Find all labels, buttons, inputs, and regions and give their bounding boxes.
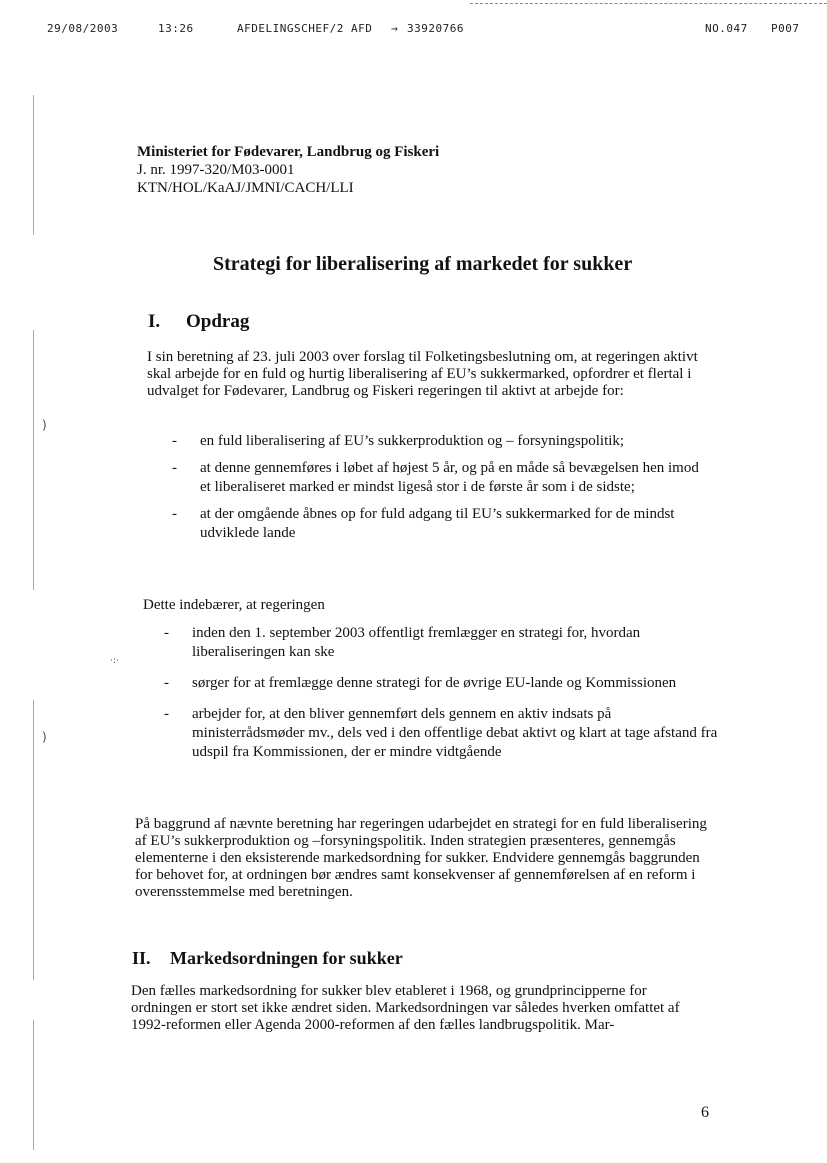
- section-1-heading: [148, 311, 249, 333]
- list-item: [172, 505, 712, 543]
- fax-number: NO.047: [705, 22, 748, 35]
- journal-number: J. nr. 1997-320/M03-0001: [137, 162, 295, 178]
- fax-top-rule: [470, 3, 827, 4]
- section-1-summary: På baggrund af nævnte beretning har regeringen udarbejdet en strategi for en fuld liberalisering af EU’s sukkerproduktion og –forsyningspolitik. Inden strategien præsenteres, gennemgås elementerne i den eksisterende markedsordning for sukker. Endvidere gennemgås baggrunden for behovet for, at ordningen bør ændres samt konsekvenser af gennemførelsen af en reform i overensstemmelse med beretningen.: [135, 816, 707, 900]
- government-bullet-list: [164, 624, 724, 762]
- document-title: Strategi for liberalisering af markedet for sukker: [213, 253, 633, 275]
- fax-time: 13:26: [158, 22, 194, 35]
- list-item-text: inden den 1. september 2003 offentligt fremlægger en strategi for, hvordan liberaliseringen kan ske: [192, 625, 641, 660]
- scan-margin-line: [33, 95, 34, 235]
- section-2-title: Markedsordningen for sukker: [170, 948, 403, 968]
- list-item-text: at denne gennemføres i løbet af højest 5 år, og på en måde så bevægelsen hen imod et liberaliseret marked er mindst ligeså stor i de første år som i de sidste;: [200, 460, 699, 495]
- scan-speck: ·:·: [110, 656, 119, 666]
- bullet-marker: -: [172, 460, 177, 476]
- section-2-text: Den fælles markedsordning for sukker blev etableret i 1968, og grundprincipperne for ordningen er stort set ikke ændret siden. Markedsordningen var således hverken omfattet af 1992-reformen eller Agenda 2000-reformen af den fælles landbrugspolitik. Mar-: [131, 983, 680, 1033]
- scan-margin-line: [33, 1020, 34, 1150]
- bullet-marker: -: [172, 506, 177, 522]
- bullet-marker: -: [172, 433, 177, 449]
- section-1-lead: Dette indebærer, at regeringen: [143, 597, 325, 613]
- list-item: [164, 705, 724, 762]
- list-item-text: sørger for at fremlægge denne strategi for de øvrige EU-lande og Kommissionen: [192, 675, 677, 691]
- bullet-marker: -: [164, 625, 169, 641]
- case-initials: KTN/HOL/KaAJ/JMNI/CACH/LLI: [137, 180, 354, 196]
- list-item-text: at der omgående åbnes op for fuld adgang til EU’s sukkermarked for de mindst udviklede lande: [200, 506, 675, 541]
- fax-date: 29/08/2003: [47, 22, 119, 35]
- list-item: [164, 624, 724, 662]
- page-number: 6: [701, 1104, 709, 1121]
- ministry-header-block: [137, 143, 439, 197]
- section-2-number: II.: [132, 948, 151, 968]
- list-item: [172, 459, 712, 497]
- list-item-text: en fuld liberalisering af EU’s sukkerproduktion og – forsyningspolitik;: [200, 433, 625, 449]
- fax-phone: 33920766: [407, 22, 464, 35]
- scan-margin-line: [33, 700, 34, 980]
- scan-margin-line: [33, 330, 34, 590]
- bullet-marker: -: [164, 675, 169, 691]
- list-item: [164, 674, 724, 693]
- assignment-bullet-list: [172, 432, 712, 543]
- section-2-heading: [132, 948, 403, 969]
- bullet-marker: -: [164, 706, 169, 722]
- section-1-title: Opdrag: [186, 311, 250, 332]
- list-item-text: arbejder for, at den bliver gennemført dels gennem en aktiv indsats på ministerrådsmøder mv., dels ved i den offentlige debat aktivt og klart at tage afstand fra udspil fra Kommissionen, der er mindre vidtgående: [192, 706, 718, 760]
- list-item: [172, 432, 712, 451]
- fax-sender: AFDELINGSCHEF/2 AFD: [237, 22, 373, 35]
- scan-bracket-mark: ): [42, 730, 47, 744]
- scan-bracket-mark: ): [42, 418, 47, 432]
- ministry-name: Ministeriet for Fødevarer, Landbrug og Fiskeri: [137, 144, 440, 160]
- section-1-number: I.: [148, 311, 161, 332]
- fax-arrow: →: [391, 22, 399, 35]
- section-1-intro: I sin beretning af 23. juli 2003 over forslag til Folketingsbeslutning om, at regeringen aktivt skal arbejde for en fuld og hurtig liberalisering af EU’s sukkermarked, opfordrer et flertal i udvalget for Fødevarer, Landbrug og Fiskeri regeringen til aktivt at arbejde for:: [147, 349, 698, 399]
- fax-page: P007: [771, 22, 800, 35]
- fax-transmission-header: [0, 22, 827, 40]
